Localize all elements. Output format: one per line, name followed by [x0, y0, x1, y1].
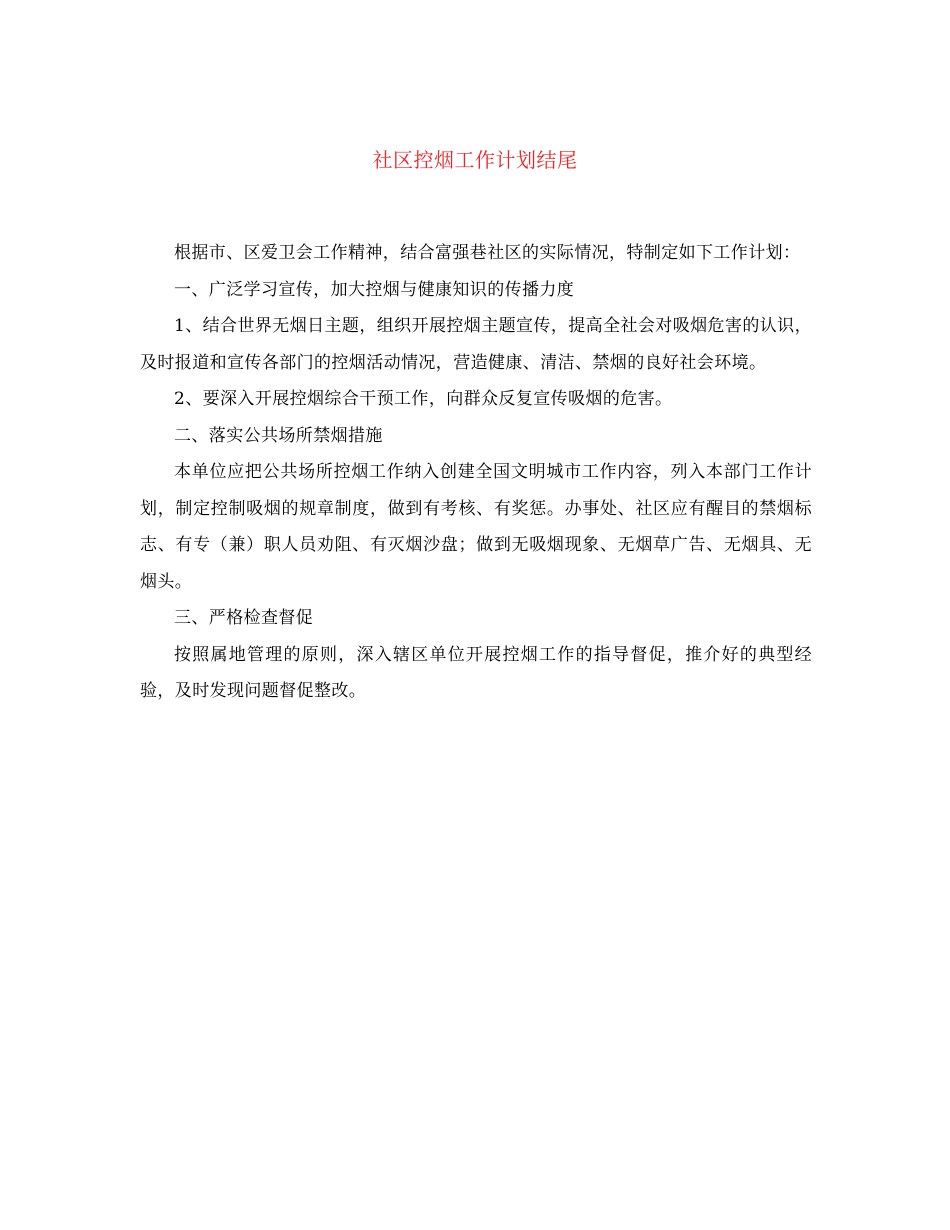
section-2-paragraph: 本单位应把公共场所控烟工作纳入创建全国文明城市工作内容，列入本部门工作计划，制定控制吸烟的规章制度，做到有考核、有奖惩。办事处、社区应有醒目的禁烟标志、有专（兼）职人员劝阻、有灭烟沙盘；做到无吸烟现象、无烟草广告、无烟具、无烟头。 [140, 462, 812, 592]
item-paragraph-2: 2、要深入开展控烟综合干预工作，向群众反复宣传吸烟的危害。 [174, 389, 673, 409]
section-3-paragraph: 按照属地管理的原则，深入辖区单位开展控烟工作的指导督促，推介好的典型经验，及时发现问题督促整改。 [140, 644, 812, 701]
document-body [140, 235, 812, 710]
section-heading-3: 三、严格检查督促 [174, 608, 314, 628]
document-title: 社区控烟工作计划结尾 [372, 148, 578, 172]
section-heading-1: 一、广泛学习宣传，加大控烟与健康知识的传播力度 [174, 279, 575, 300]
intro-paragraph: 根据市、区爱卫会工作精神，结合富强巷社区的实际情况，特制定如下工作计划： [174, 243, 801, 263]
section-heading-2: 二、落实公共场所禁烟措施 [174, 425, 383, 446]
item-paragraph-1: 1、结合世界无烟日主题，组织开展控烟主题宣传，提高全社会对吸烟危害的认识，及时报道和宣传各部门的控烟活动情况，营造健康、清洁、禁烟的良好社会环境。 [140, 316, 812, 373]
